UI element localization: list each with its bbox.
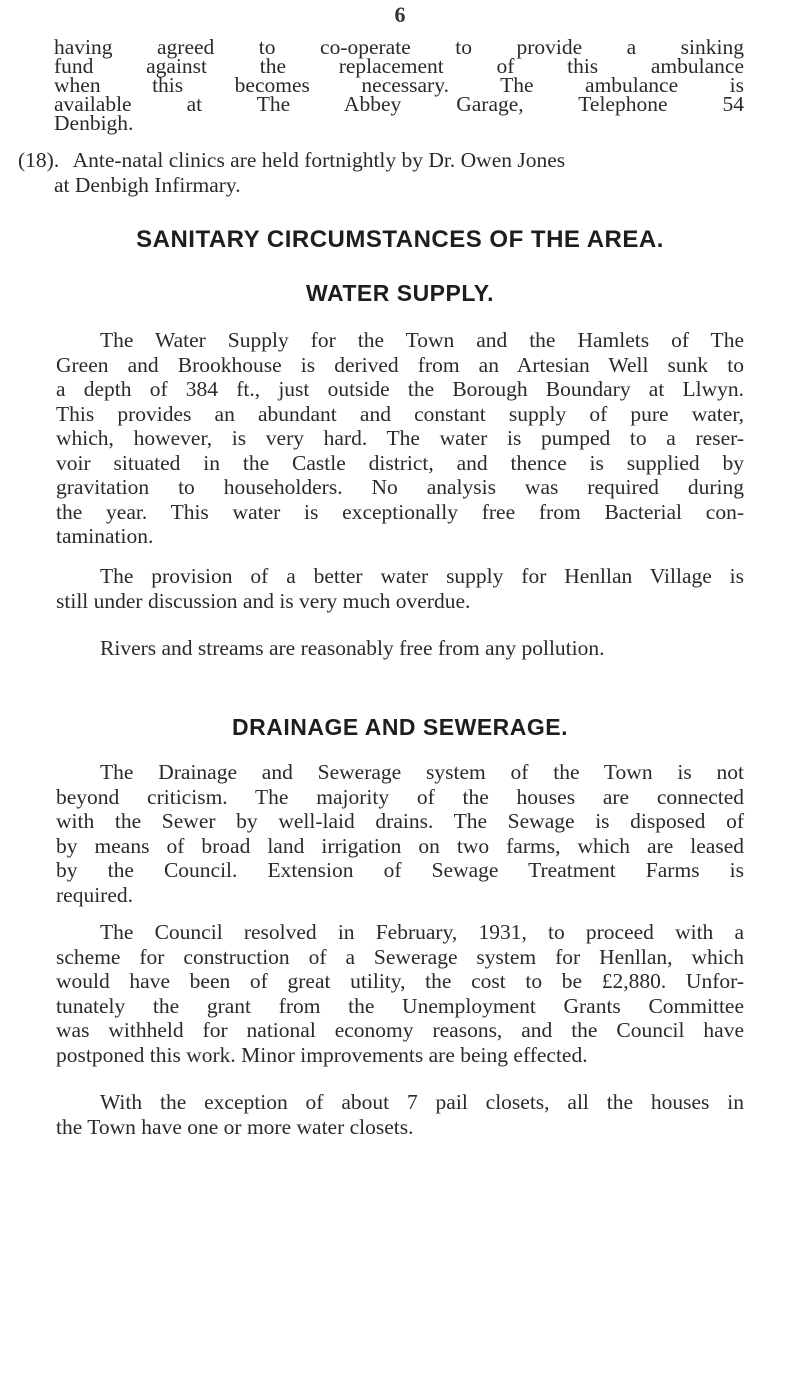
paragraph-line: scheme for construction of a Sewerage system for Henllan, which [56, 944, 744, 969]
paragraph-line: available at The Abbey Garage, Telephone 54 [54, 92, 744, 116]
paragraph-line: having agreed to co-operate to provide a sinking [54, 35, 744, 59]
water-supply-paragraph-1 [56, 328, 744, 549]
paragraph-line: with the Sewer by well-laid drains. The Sewage is disposed of [56, 809, 744, 833]
drainage-paragraph-2 [56, 920, 744, 1067]
ambulance-paragraph [54, 35, 744, 135]
paragraph-line: required. [56, 882, 134, 907]
paragraph-line: tunately the grant from the Unemployment Grants Committee [56, 993, 744, 1018]
paragraph-line: The Council resolved in February, 1931, to proceed with a [100, 920, 744, 944]
item-18 [18, 148, 758, 198]
paragraph-line: beyond criticism. The majority of the houses are connected [56, 784, 744, 809]
drainage-paragraph-3 [56, 1090, 744, 1139]
paragraph-line: by the Council. Extension of Sewage Treatment Farms is [56, 858, 744, 882]
paragraph-line: Rivers and streams are reasonably free from any pollution. [100, 636, 605, 660]
paragraph-line: which, however, is very hard. The water is pumped to a reser- [56, 426, 744, 450]
section-heading-sanitary: SANITARY CIRCUMSTANCES OF THE AREA. [136, 226, 664, 253]
paragraph-line: by means of broad land irrigation on two farms, which are leased [56, 833, 744, 858]
paragraph-line: when this becomes necessary. The ambulance is [54, 73, 744, 97]
paragraph-line: The Water Supply for the Town and the Hamlets of The [100, 328, 744, 352]
paragraph-line: The provision of a better water supply for Henllan Village is [100, 564, 744, 588]
paragraph-line: would have been of great utility, the cost to be £2,880. Unfor- [56, 969, 744, 993]
paragraph-line: postponed this work. Minor improvements are being effected. [56, 1042, 588, 1067]
paragraph-line: the Town have one or more water closets. [56, 1114, 414, 1139]
paragraph-line: was withheld for national economy reasons, and the Council have [56, 1018, 744, 1042]
item-number: (18). [18, 148, 60, 172]
section-heading-drainage: DRAINAGE AND SEWERAGE. [232, 714, 568, 740]
paragraph-line: fund against the replacement of this ambulance [54, 54, 744, 78]
section-heading-water-supply: WATER SUPPLY. [306, 280, 494, 306]
paragraph-line: Ante-natal clinics are held fortnightly by Dr. Owen Jones [72, 148, 566, 172]
paragraph-line: a depth of 384 ft., just outside the Borough Boundary at Llwyn. [56, 377, 744, 401]
paragraph-line: The Drainage and Sewerage system of the Town is not [100, 760, 744, 784]
water-supply-paragraph-2 [56, 564, 744, 613]
page-number: 6 [394, 2, 406, 27]
paragraph-line: gravitation to householders. No analysis was required during [56, 475, 744, 499]
paragraph-line: Denbigh. [54, 111, 134, 135]
paragraph-line: This provides an abundant and constant supply of pure water, [56, 401, 744, 426]
drainage-paragraph-1 [56, 760, 744, 907]
paragraph-line: at Denbigh Infirmary. [54, 173, 241, 197]
paragraph-line: Green and Brookhouse is derived from an Artesian Well sunk to [56, 352, 744, 377]
paragraph-line: tamination. [56, 524, 154, 548]
paragraph-line: With the exception of about 7 pail closets, all the houses in [100, 1090, 744, 1114]
paragraph-line: the year. This water is exceptionally free from Bacterial con- [56, 499, 744, 524]
water-supply-paragraph-3 [56, 636, 744, 661]
paragraph-line: voir situated in the Castle district, and thence is supplied by [56, 450, 744, 475]
paragraph-line: still under discussion and is very much overdue. [56, 588, 471, 613]
